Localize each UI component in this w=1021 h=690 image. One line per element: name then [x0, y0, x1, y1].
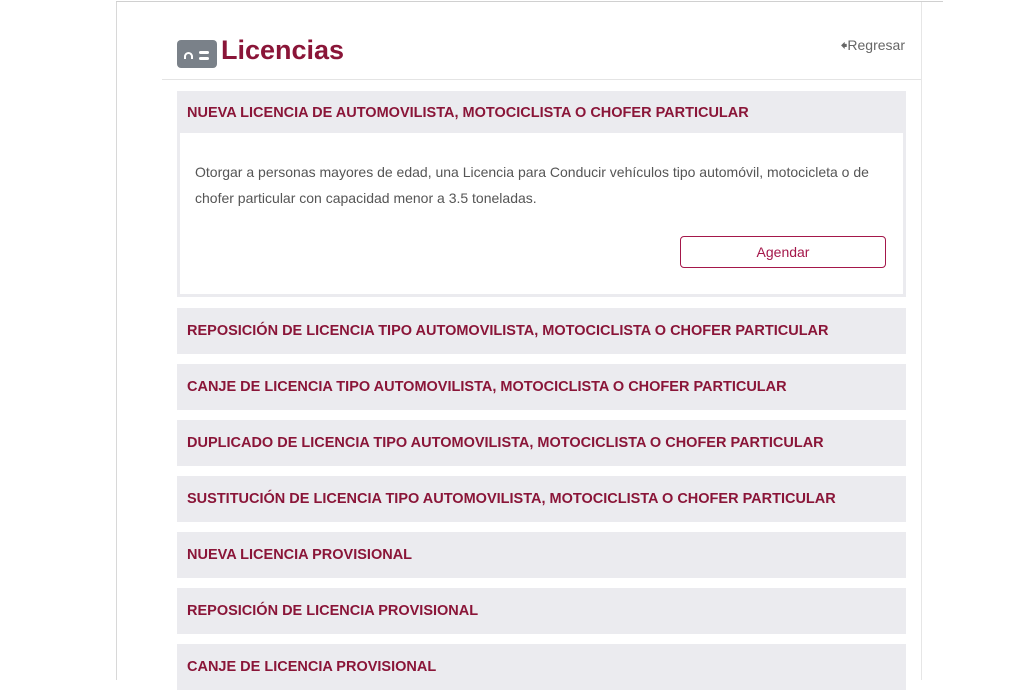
accordion-header[interactable]: REPOSICIÓN DE LICENCIA PROVISIONAL: [187, 603, 479, 619]
accordion-body: [180, 133, 903, 294]
service-description: Otorgar a personas mayores de edad, una Licencia para Conducir vehículos tipo automóvil, motocicleta o de chofer particular con capacidad menor a 3.5 toneladas.: [195, 164, 869, 206]
back-link[interactable]: [840, 35, 905, 59]
accordion-item[interactable]: [177, 588, 906, 634]
accordion-header[interactable]: SUSTITUCIÓN DE LICENCIA TIPO AUTOMOVILISTA, MOTOCICLISTA O CHOFER PARTICULAR: [187, 491, 836, 507]
card-border: [921, 2, 922, 680]
page-title: Licencias: [221, 34, 345, 65]
accordion-header[interactable]: DUPLICADO DE LICENCIA TIPO AUTOMOVILISTA, MOTOCICLISTA O CHOFER PARTICULAR: [187, 435, 824, 451]
accordion-header[interactable]: CANJE DE LICENCIA PROVISIONAL: [187, 659, 437, 675]
accordion-item[interactable]: [177, 644, 906, 690]
accordion-item[interactable]: [177, 364, 906, 410]
back-label: Regresar: [847, 37, 905, 53]
accordion-item[interactable]: [177, 308, 906, 354]
schedule-button[interactable]: Agendar: [680, 236, 886, 268]
arrow-left-icon: 🠸: [840, 37, 848, 53]
card-border: [116, 1, 943, 2]
id-card-icon: [177, 40, 217, 68]
accordion-header[interactable]: NUEVA LICENCIA DE AUTOMOVILISTA, MOTOCICLISTA O CHOFER PARTICULAR: [187, 105, 749, 121]
accordion-item[interactable]: [177, 476, 906, 522]
page-header: [177, 32, 344, 68]
accordion-item-open: [177, 91, 906, 297]
accordion-item[interactable]: [177, 420, 906, 466]
accordion-header[interactable]: NUEVA LICENCIA PROVISIONAL: [187, 547, 413, 563]
header-divider: [162, 79, 921, 80]
accordion-header[interactable]: CANJE DE LICENCIA TIPO AUTOMOVILISTA, MOTOCICLISTA O CHOFER PARTICULAR: [187, 379, 787, 395]
accordion-item[interactable]: [177, 532, 906, 578]
card-border: [116, 1, 117, 680]
accordion-header[interactable]: REPOSICIÓN DE LICENCIA TIPO AUTOMOVILISTA, MOTOCICLISTA O CHOFER PARTICULAR: [187, 323, 829, 339]
